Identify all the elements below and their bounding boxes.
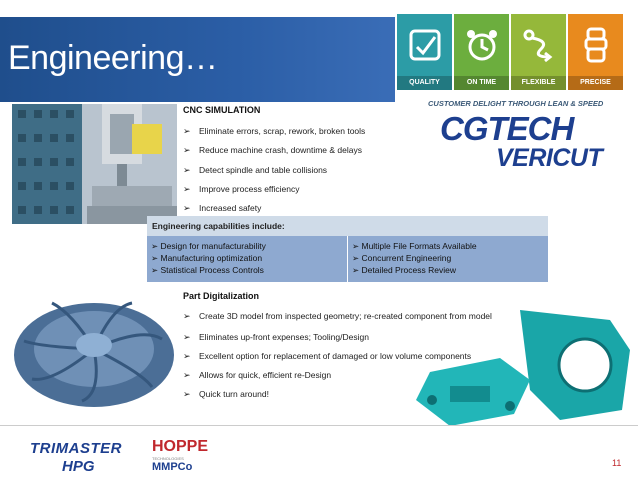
list-item: ➢ Manufacturing optimization [151,253,263,263]
turbine-scan-image [12,283,176,413]
bullet-arrow-icon: ➢ [183,203,191,213]
list-item: ➢ Multiple File Formats Available [352,241,477,251]
tile-label: QUALITY [397,76,452,90]
bullet-arrow-icon: ➢ [183,311,191,321]
list-item: ➢ Increased safety [183,203,262,213]
capabilities-heading: Engineering capabilities include: [147,216,548,236]
list-item: ➢ Allows for quick, efficient re-Design [183,370,332,380]
bullet-arrow-icon: ➢ [183,332,191,342]
tile-precise [568,14,623,90]
digitalization-heading: Part Digitalization [183,291,260,301]
alarm-clock-icon [454,14,509,76]
bullet-arrow-icon: ➢ [183,126,191,136]
bullet-arrow-icon: ➢ [183,184,191,194]
tile-on-time [454,14,509,90]
list-item: ➢ Excellent option for replacement of damaged or low volume components [183,351,472,361]
bullet-arrow-icon: ➢ [183,351,191,361]
tile-quality [397,14,452,90]
title-banner [0,17,395,102]
precise-part-icon [568,14,623,76]
tile-label: PRECISE [568,76,623,90]
list-item: ➢ Concurrent Engineering [352,253,452,263]
trimaster-logo-text: TRIMASTER [30,440,122,457]
tile-flexible [511,14,566,90]
list-item: ➢ Reduce machine crash, downtime & delays [183,145,362,155]
hoppe-logo-text: HOPPE [152,438,209,455]
hoppe-mmpco-logo [152,438,208,473]
list-item: ➢ Improve process efficiency [183,184,300,194]
capabilities-column-left [147,236,347,282]
flexible-path-icon [511,14,566,76]
page-title: Engineering… [8,39,218,77]
list-item: ➢ Create 3D model from inspected geometry; re-created component from model [183,311,492,321]
cgtech-vericut-logo [432,110,602,172]
digitized-part-image [410,310,636,430]
cnc-heading: CNC SIMULATION [183,105,261,115]
list-item: ➢ Eliminate errors, scrap, rework, broken tools [183,126,366,136]
footer-divider [0,425,638,426]
quality-icon [397,14,452,76]
list-item: ➢ Eliminates up-front expenses; Tooling/Design [183,332,369,342]
cgtech-logo-text: CGTECH [440,110,574,147]
list-item: ➢ Detect spindle and table collisions [183,165,328,175]
vericut-logo-text: VERICUT [496,144,603,172]
capabilities-column-right [348,236,548,282]
list-item: ➢ Statistical Process Controls [151,265,264,275]
trimaster-hpg-logo [30,440,122,475]
bullet-arrow-icon: ➢ [183,165,191,175]
capabilities-table [147,216,548,282]
bullet-arrow-icon: ➢ [183,145,191,155]
list-item: ➢ Design for manufacturability [151,241,266,251]
cnc-simulation-image [12,104,177,224]
page-number: 11 [612,458,622,468]
hpg-logo-text: HPG [62,458,95,475]
hoppe-logo-subtext: TECHNOLOGIES [152,456,184,461]
bullet-arrow-icon: ➢ [183,370,191,380]
tile-label: FLEXIBLE [511,76,566,90]
tagline: CUSTOMER DELIGHT THROUGH LEAN & SPEED [428,99,604,108]
list-item: ➢ Quick turn around! [183,389,269,399]
bullet-arrow-icon: ➢ [183,389,191,399]
tile-label: ON TIME [454,76,509,90]
mmpco-logo-text: MMPCo [152,461,193,473]
list-item: ➢ Detailed Process Review [352,265,456,275]
